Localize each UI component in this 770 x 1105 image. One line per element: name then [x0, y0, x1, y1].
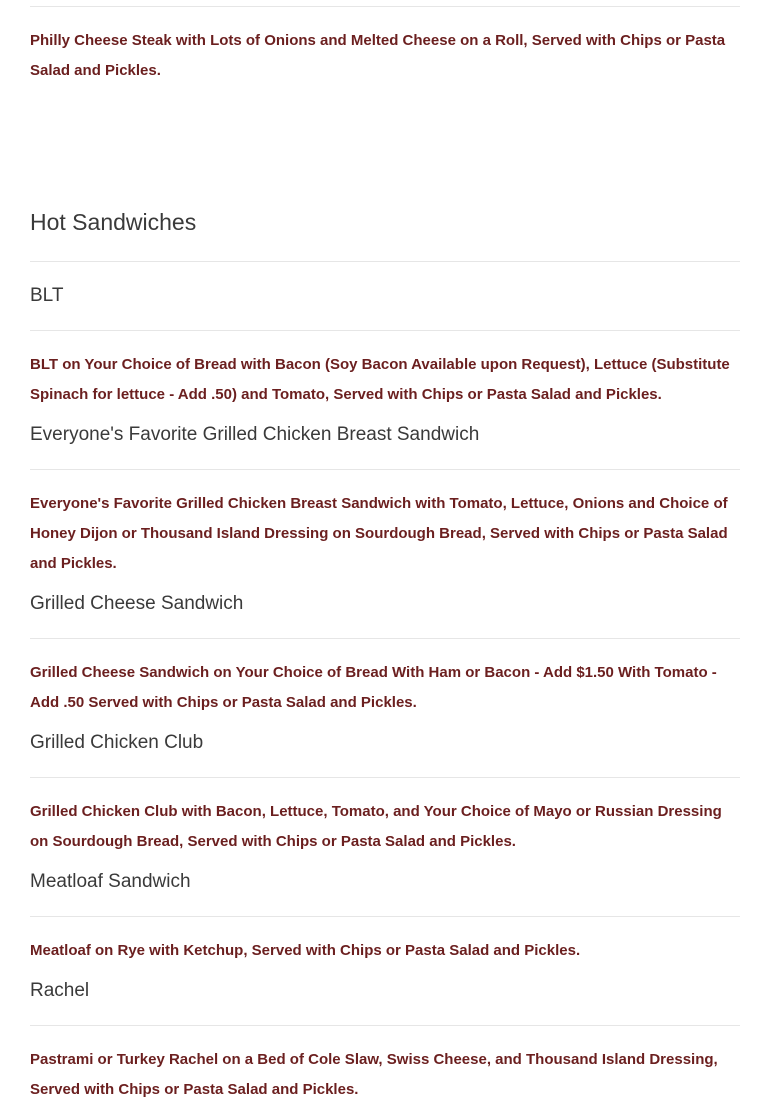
item-divider: [30, 916, 740, 917]
divider: [30, 6, 740, 7]
section-divider: [30, 261, 740, 262]
item-description: Everyone's Favorite Grilled Chicken Breast Sandwich with Tomato, Lettuce, Onions and Choice of Honey Dijon or Thousand Island Dressing on Sourdough Bread, Served with Chips or Pasta Salad and Pickles.: [30, 495, 728, 572]
item-description: Pastrami or Turkey Rachel on a Bed of Cole Slaw, Swiss Cheese, and Thousand Island Dressing, Served with Chips or Pasta Salad and Pickles.: [30, 1051, 718, 1098]
item-divider: [30, 469, 740, 470]
item-divider: [30, 1025, 740, 1026]
item-name: Rachel: [30, 980, 90, 1001]
section-title: Hot Sandwiches: [30, 209, 197, 235]
item-name: BLT: [30, 285, 64, 306]
item-description: Grilled Cheese Sandwich on Your Choice of Bread With Ham or Bacon - Add $1.50 With Tomato - Add .50 Served with Chips or Pasta Salad and Pickles.: [30, 664, 717, 711]
item-description: Grilled Chicken Club with Bacon, Lettuce, Tomato, and Your Choice of Mayo or Russian Dressing on Sourdough Bread, Served with Chips or Pasta Salad and Pickles.: [30, 803, 722, 850]
item-name: Grilled Cheese Sandwich: [30, 593, 244, 614]
item-divider: [30, 638, 740, 639]
item-divider: [30, 777, 740, 778]
item-divider: [30, 330, 740, 331]
item-name: Grilled Chicken Club: [30, 732, 204, 753]
item-name: Everyone's Favorite Grilled Chicken Breast Sandwich: [30, 424, 480, 445]
item-name: Meatloaf Sandwich: [30, 871, 191, 892]
item-description: BLT on Your Choice of Bread with Bacon (Soy Bacon Available upon Request), Lettuce (Substitute Spinach for lettuce - Add .50) and Tomato, Served with Chips or Pasta Salad and Pickles.: [30, 356, 730, 403]
item-description: Meatloaf on Rye with Ketchup, Served with Chips or Pasta Salad and Pickles.: [30, 942, 581, 959]
item-description: Philly Cheese Steak with Lots of Onions and Melted Cheese on a Roll, Served with Chips or Pasta Salad and Pickles.: [30, 32, 726, 79]
